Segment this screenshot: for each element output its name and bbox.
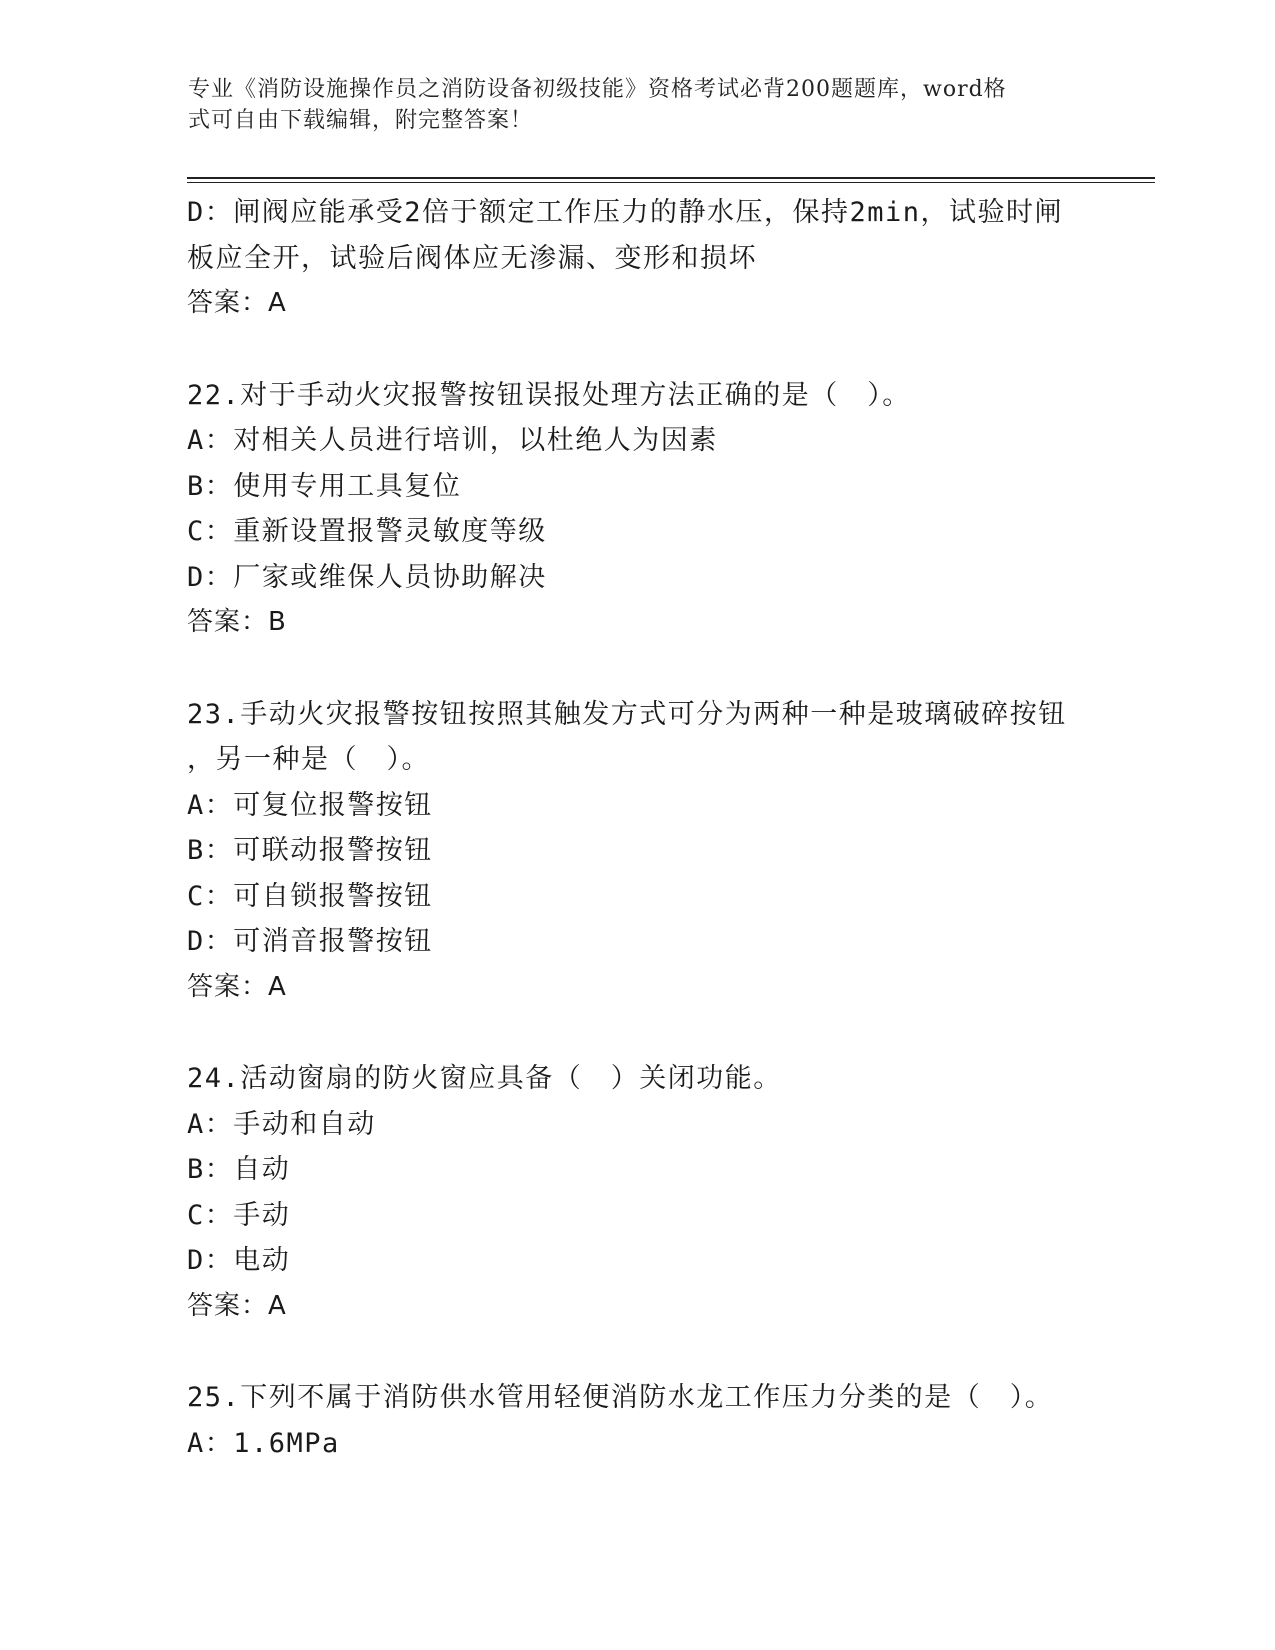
header-divider-thin [187, 182, 1155, 183]
option-d: D：可消音报警按钮 [187, 926, 433, 957]
question-stem: 23.手动火灾报警按钮按照其触发方式可分为两种一种是玻璃破碎按钮 [187, 698, 1067, 730]
option-b: B：自动 [187, 1154, 291, 1185]
question-stem-continued: ，另一种是（ ）。 [187, 744, 430, 775]
document-header [188, 74, 1068, 136]
question-block-22 [187, 373, 1087, 646]
question-stem: 22.对于手动火灾报警按钮误报处理方法正确的是（ ）。 [187, 379, 911, 411]
question-stem: 25.下列不属于消防供水管用轻便消防水龙工作压力分类的是（ ）。 [187, 1382, 1054, 1413]
option-a: A：手动和自动 [187, 1108, 376, 1140]
question-block-23 [187, 692, 1087, 1011]
option-b: B：使用专用工具复位 [187, 470, 462, 502]
question-stem: 24.活动窗扇的防火窗应具备（ ）关闭功能。 [187, 1063, 782, 1094]
spacer [187, 1329, 1087, 1375]
answer: 答案：B [187, 607, 287, 637]
option-d: D：电动 [187, 1245, 291, 1276]
spacer [187, 646, 1087, 692]
option-b: B：可联动报警按钮 [187, 835, 433, 866]
question-block-25 [187, 1375, 1087, 1466]
option-d-continued: 板应全开，试验后阀体应无渗漏、变形和损坏 [187, 242, 757, 274]
header-title-line-2: 式可自由下载编辑，附完整答案！ [188, 108, 534, 133]
answer: 答案：A [187, 971, 287, 1002]
question-block-24 [187, 1056, 1087, 1329]
option-a: A：1.6MPa [187, 1427, 340, 1459]
option-c: C：重新设置报警灵敏度等级 [187, 516, 547, 547]
option-c: C：手动 [187, 1199, 291, 1231]
option-a: A：对相关人员进行培训，以杜绝人为因素 [187, 425, 718, 456]
option-a: A：可复位报警按钮 [187, 789, 433, 821]
option-d: D：闸阀应能承受2倍于额定工作压力的静水压，保持2min，试验时闸 [187, 197, 1064, 228]
option-d: D：厂家或维保人员协助解决 [187, 561, 547, 593]
answer: 答案：A [187, 288, 287, 318]
header-title-line-1: 专业《消防设施操作员之消防设备初级技能》资格考试必背200题题库，word格 [188, 77, 1007, 102]
spacer [187, 1010, 1087, 1056]
spacer [187, 327, 1087, 373]
answer: 答案：A [187, 1290, 287, 1321]
header-divider-thick [187, 177, 1155, 179]
question-block-previous [187, 190, 1087, 327]
question-list [187, 190, 1087, 1466]
option-c: C：可自锁报警按钮 [187, 880, 433, 912]
